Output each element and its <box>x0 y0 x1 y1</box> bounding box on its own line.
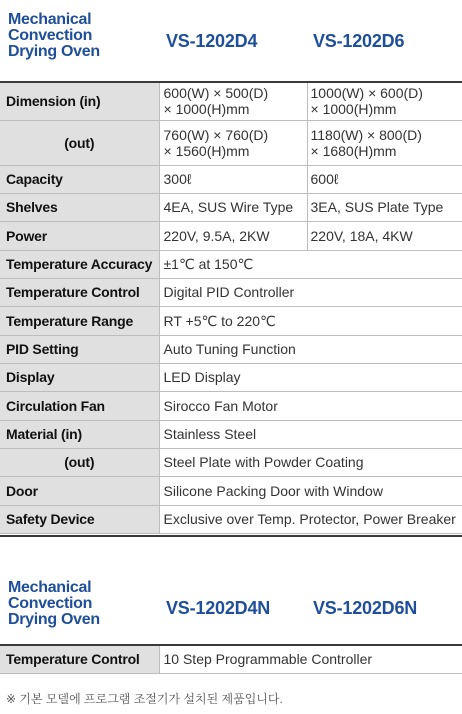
table-row-shelves <box>0 193 462 221</box>
model-vs-1202d4: VS-1202D4 <box>166 31 258 51</box>
cell-d4: 220V, 9.5A, 2KW <box>159 221 307 250</box>
cell-d6: 220V, 18A, 4KW <box>307 221 462 250</box>
row-label: (out) <box>0 448 159 476</box>
table-bottom-rule <box>0 535 462 537</box>
row-label: Safety Device <box>0 505 159 533</box>
cell-d6: 600ℓ <box>307 165 462 193</box>
row-label: (out) <box>0 120 159 165</box>
cell-line: 1180(W) × 800(D) <box>310 126 422 143</box>
row-label: Circulation Fan <box>0 391 159 420</box>
row-label: Shelves <box>0 193 159 221</box>
table-row-power <box>0 221 462 250</box>
table-row-material-out <box>0 448 462 476</box>
cell-line: 1000(W) × 600(D) <box>310 85 423 102</box>
table-row-display <box>0 363 462 391</box>
model-vs-1202d6n: VS-1202D6N <box>313 598 418 618</box>
row-label: Display <box>0 363 159 391</box>
cell-line: × 1560(H)mm <box>163 142 250 159</box>
cell-value: ±1℃ at 150℃ <box>159 250 462 278</box>
section2-title-line1: Mechanical <box>8 579 92 596</box>
section2-title-line2: Convection <box>8 595 93 612</box>
footnote: ※ 기본 모델에 프로그램 조절기가 설치된 제품입니다. <box>6 692 283 706</box>
row-label: Material (in) <box>0 420 159 448</box>
cell-value: RT +5℃ to 220℃ <box>159 306 462 335</box>
cell-d6 <box>307 82 462 120</box>
row-label: Door <box>0 476 159 505</box>
spec-table-1 <box>0 81 462 534</box>
table-row-temperature-control-n <box>0 645 462 673</box>
row-label: Temperature Accuracy <box>0 250 159 278</box>
cell-value: Sirocco Fan Motor <box>159 391 462 420</box>
row-label: Temperature Range <box>0 306 159 335</box>
table-row-dimension-in <box>0 82 462 120</box>
section2-title <box>8 580 100 628</box>
section1-title-line2: Convection <box>8 27 93 44</box>
cell-value: Silicone Packing Door with Window <box>159 476 462 505</box>
cell-d4: 300ℓ <box>159 165 307 193</box>
row-label: Capacity <box>0 165 159 193</box>
cell-value: Stainless Steel <box>159 420 462 448</box>
row-label: Temperature Control <box>0 278 159 306</box>
cell-line: × 1000(H)mm <box>310 101 397 118</box>
section1-title-line1: Mechanical <box>8 11 92 28</box>
table-row-door <box>0 476 462 505</box>
table-row-temperature-control <box>0 278 462 306</box>
cell-line: × 1000(H)mm <box>163 101 250 118</box>
section2-title-line3: Drying Oven <box>8 611 100 628</box>
cell-line: × 1680(H)mm <box>310 142 397 159</box>
table-row-temperature-accuracy <box>0 250 462 278</box>
cell-value: Digital PID Controller <box>159 278 462 306</box>
cell-d6: 3EA, SUS Plate Type <box>307 193 462 221</box>
cell-d4: 4EA, SUS Wire Type <box>159 193 307 221</box>
table-row-capacity <box>0 165 462 193</box>
cell-value: LED Display <box>159 363 462 391</box>
table-row-circulation-fan <box>0 391 462 420</box>
table-row-pid-setting <box>0 335 462 363</box>
model-vs-1202d6: VS-1202D6 <box>313 31 405 51</box>
cell-value: Steel Plate with Powder Coating <box>159 448 462 476</box>
spec-table-2 <box>0 644 462 674</box>
row-label: Power <box>0 221 159 250</box>
cell-line: 600(W) × 500(D) <box>163 85 269 102</box>
cell-line: 760(W) × 760(D) <box>163 126 269 143</box>
table-row-safety-device <box>0 505 462 533</box>
table-row-material-in <box>0 420 462 448</box>
table-row-temperature-range <box>0 306 462 335</box>
table-row-dimension-out <box>0 120 462 165</box>
cell-d6 <box>307 120 462 165</box>
cell-d4 <box>159 120 307 165</box>
row-label: Temperature Control <box>0 645 159 673</box>
row-label: PID Setting <box>0 335 159 363</box>
cell-value: Exclusive over Temp. Protector, Power Breaker <box>159 505 462 533</box>
cell-value: 10 Step Programmable Controller <box>159 645 462 673</box>
model-vs-1202d4n: VS-1202D4N <box>166 598 271 618</box>
section1-title-line3: Drying Oven <box>8 43 100 60</box>
row-label: Dimension (in) <box>0 82 159 120</box>
cell-value: Auto Tuning Function <box>159 335 462 363</box>
section1-title <box>8 12 100 60</box>
cell-d4 <box>159 82 307 120</box>
